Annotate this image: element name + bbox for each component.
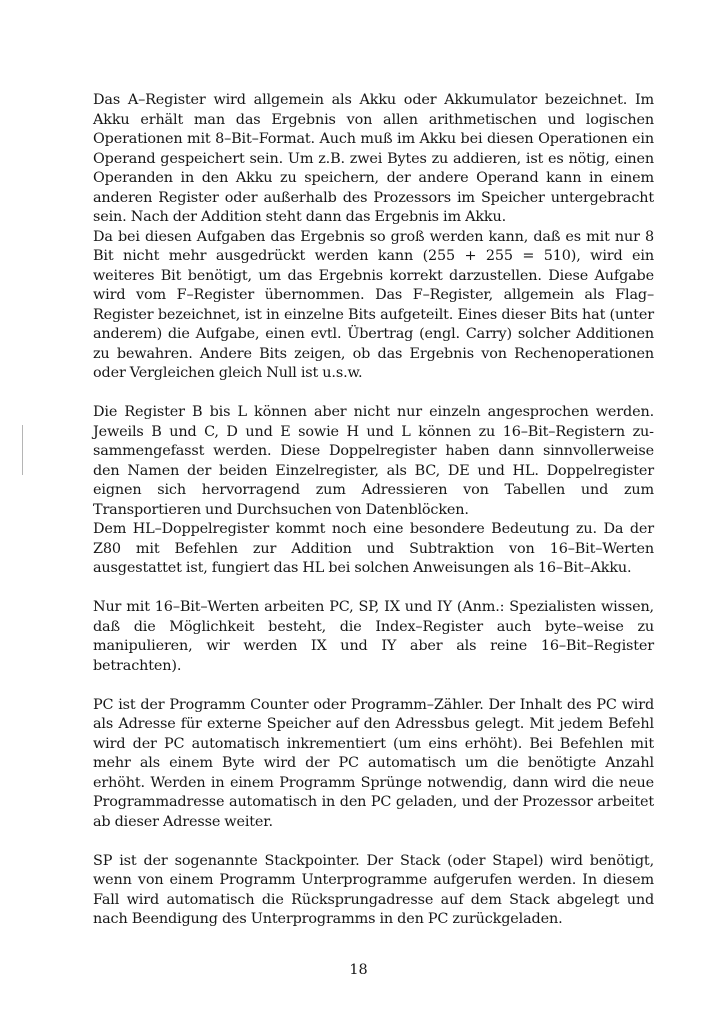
paragraph-hl-register: Dem HL–Doppelregister kommt noch eine besondere Bedeutung zu. Da der Z80 mit Befehlen zur Addition und Subtraktion von 16–Bit–Werten ausgestattet ist, fungiert das HL bei solchen Anweisungen als 16–Bit–Akku. xyxy=(93,521,654,576)
paragraph-stackpointer: SP ist der sogenannte Stackpointer. Der Stack (oder Stapel) wird benötigt, wenn von einem Programm Unterprogramme aufgerufen werden. In diesem Fall wird automatisch die Rücksprungadresse auf dem Stack abgelegt und nach Beendigung des Unterprogramms in den PC zurückgeladen. xyxy=(93,852,654,927)
paragraph-gap xyxy=(93,832,654,852)
paragraph-double-registers: Die Register B bis L können aber nicht nur einzeln angesprochen werden. Jeweils B und C, D und E sowie H und L können zu 16–Bit–Registern zusammengefasst werden. Diese Doppelregister haben dann sinnvollerweise den Namen der beiden Einzelregister, als BC, DE und HL. Doppelregister eignen sich hervorragend zum Adressieren von Tabellen und zum Transportieren und Durchsuchen von Datenblöcken. xyxy=(93,404,654,518)
paragraph-16-bit-registers: Nur mit 16–Bit–Werten arbeiten PC, SP, IX und IY (Anm.: Spezialisten wissen, daß die Möglichkeit besteht, die Index–Register auch byte–weise zu manipulieren, wir werden IX und IY aber als reine 16–Bit–Register betrachten). xyxy=(93,599,654,674)
paragraph-gap xyxy=(93,579,654,599)
paragraph-f-register: Da bei diesen Aufgaben das Ergebnis so groß werden kann, daß es mit nur 8 Bit nicht mehr ausgedrückt werden kann (255 + 255 = 510), wird ein weiteres Bit benötigt, um das Ergebnis korrekt darzustellen. Diese Aufgabe wird vom F–Register übernommen. Das F–Register, allgemein als Flag–Register bezeichnet, ist in einzelne Bits aufgeteilt. Eines dieser Bits hat (unter anderem) die Aufgabe, einen evtl. Übertrag (engl. Carry) solcher Additionen zu bewahren. Andere Bits zeigen, ob das Ergebnis von Rechenoperationen oder Vergleichen gleich Null ist u.s.w. xyxy=(93,228,654,381)
paragraph-a-register: Das A–Register wird allgemein als Akku oder Akkumulator bezeichnet. Im Akku erhält man das Ergebnis von allen arithmetischen und logischen Operationen mit 8–Bit–Format. Auch muß im Akku bei diesen Operationen ein Operand gespeichert sein. Um z.B. zwei Bytes zu addieren, ist es nötig, einen Operanden in den Akku zu speichern, der andere Operand kann in einem anderen Register oder außerhalb des Prozessors im Speicher untergebracht sein. Nach der Addition steht dann das Ergebnis im Akku. xyxy=(93,92,654,225)
page-number: 18 xyxy=(349,962,368,978)
margin-mark xyxy=(22,425,23,475)
paragraph-gap xyxy=(93,384,654,404)
paragraph-program-counter: PC ist der Programm Counter oder Programm–Zähler. Der Inhalt des PC wird als Adresse für externe Speicher auf den Adressbus gelegt. Mit jedem Befehl wird der PC automatisch inkrementiert (um eins erhöht). Bei Befehlen mit mehr als einem Byte wird der PC automatisch um die benötigte Anzahl erhöht. Werden in einem Programm Sprünge notwendig, dann wird die neue Programmadresse automatisch in den PC geladen, und der Prozessor arbeitet ab dieser Adresse weiter. xyxy=(93,696,654,830)
paragraph-gap xyxy=(93,676,654,696)
document-body xyxy=(93,91,654,930)
